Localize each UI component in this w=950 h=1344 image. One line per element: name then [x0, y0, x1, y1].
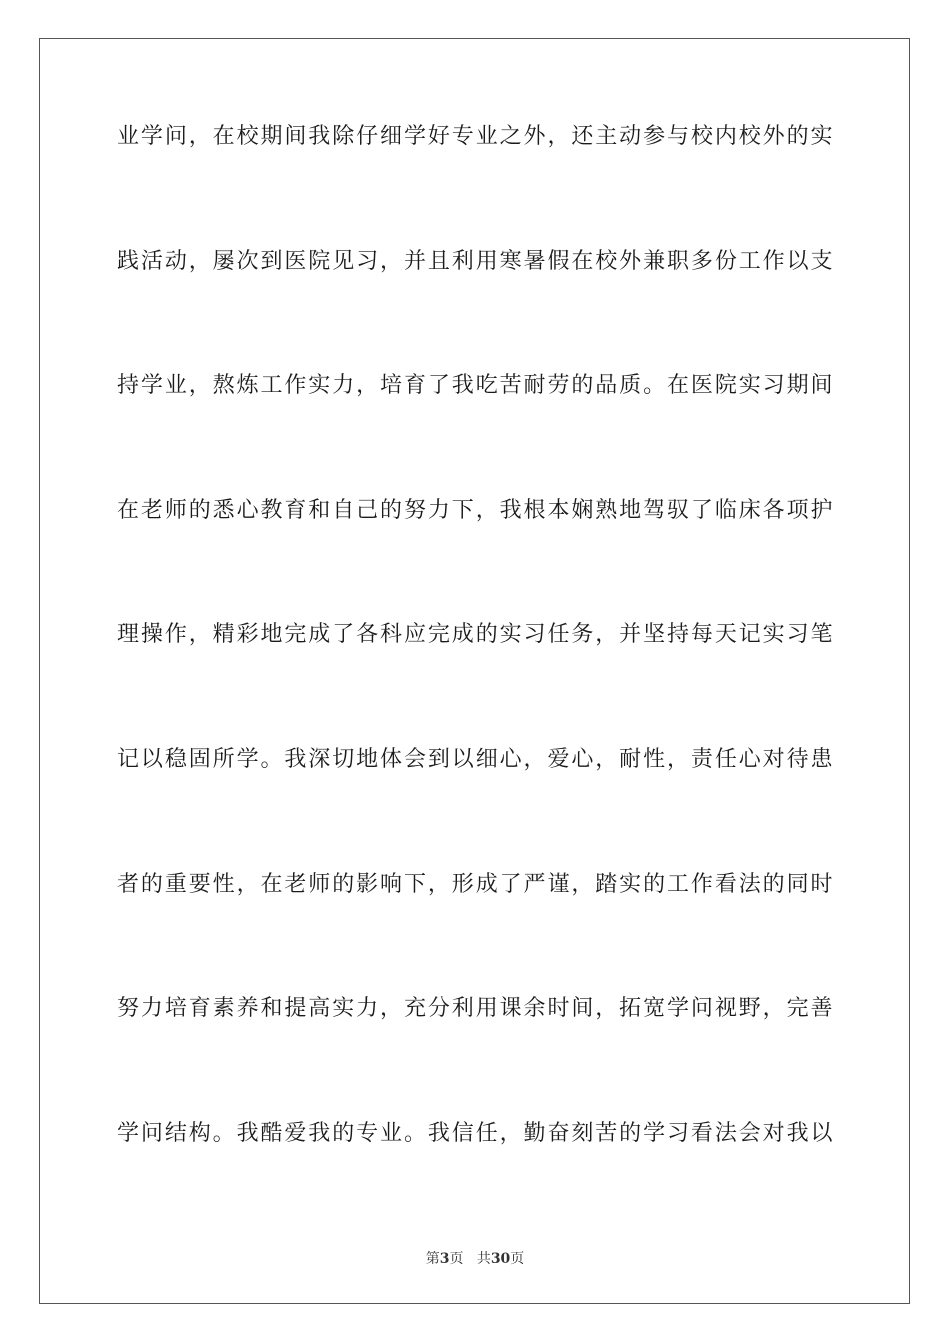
page-footer — [0, 1248, 950, 1268]
text-line: 践活动，屡次到医院见习，并且利用寒暑假在校外兼职多份工作以支 — [117, 248, 833, 274]
text-line: 在老师的悉心教育和自己的努力下，我根本娴熟地驾驭了临床各项护 — [117, 497, 833, 523]
footer-page-prefix: 第 — [425, 1251, 440, 1267]
footer-total-pages: 30 — [490, 1251, 511, 1267]
footer-page-suffix: 页 — [449, 1251, 464, 1267]
footer-total-suffix: 页 — [510, 1251, 525, 1267]
text-line: 持学业，熬炼工作实力，培育了我吃苦耐劳的品质。在医院实习期间 — [117, 373, 833, 399]
text-line: 业学问，在校期间我除仔细学好专业之外，还主动参与校内校外的实 — [117, 124, 833, 149]
text-line: 理操作，精彩地完成了各科应完成的实习任务，并坚持每天记实习笔 — [117, 622, 833, 648]
footer-page-number: 3 — [439, 1251, 450, 1267]
document-body — [117, 126, 833, 1247]
text-line: 努力培育素养和提高实力，充分利用课余时间，拓宽学问视野，完善 — [117, 996, 833, 1022]
text-line: 记以稳固所学。我深切地体会到以细心，爱心，耐性，责任心对待患 — [117, 746, 833, 772]
text-line: 学问结构。我酷爱我的专业。我信任，勤奋刻苦的学习看法会对我以 — [117, 1120, 833, 1146]
footer-total-prefix: 共 — [476, 1251, 491, 1267]
text-line: 者的重要性，在老师的影响下，形成了严谨，踏实的工作看法的同时 — [117, 871, 833, 897]
